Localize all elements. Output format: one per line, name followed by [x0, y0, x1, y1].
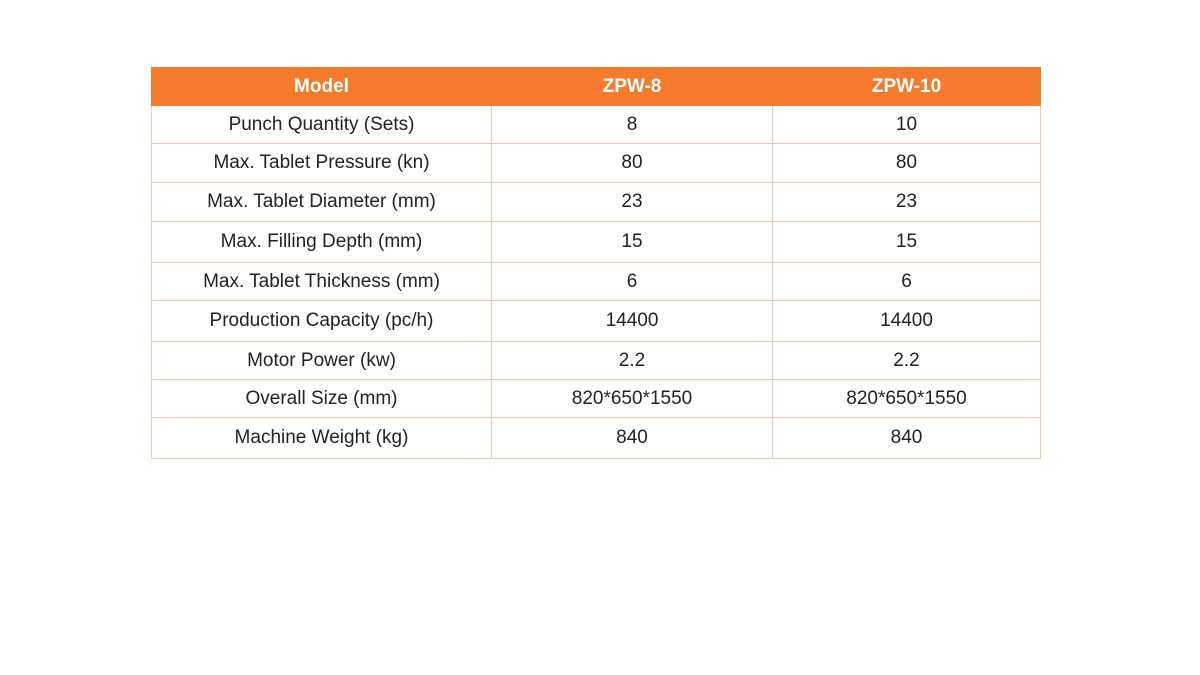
- row-label: Production Capacity (pc/h): [152, 301, 492, 342]
- row-label: Machine Weight (kg): [152, 418, 492, 459]
- table-row: [152, 106, 1041, 144]
- row-label: Max. Tablet Diameter (mm): [152, 183, 492, 222]
- cell-value: 6: [773, 263, 1041, 301]
- table-row: [152, 342, 1041, 380]
- table-row: [152, 144, 1041, 183]
- cell-value: 6: [492, 263, 773, 301]
- table-row: [152, 183, 1041, 222]
- cell-value: 15: [492, 222, 773, 263]
- table-row: [152, 301, 1041, 342]
- row-label: Max. Filling Depth (mm): [152, 222, 492, 263]
- cell-value: 14400: [492, 301, 773, 342]
- table-row: [152, 380, 1041, 418]
- column-header-zpw-8: ZPW-8: [492, 68, 773, 106]
- row-label: Max. Tablet Thickness (mm): [152, 263, 492, 301]
- cell-value: 820*650*1550: [773, 380, 1041, 418]
- row-label: Overall Size (mm): [152, 380, 492, 418]
- row-label: Max. Tablet Pressure (kn): [152, 144, 492, 183]
- cell-value: 80: [492, 144, 773, 183]
- spec-table: [151, 67, 1041, 459]
- column-header-model: Model: [152, 68, 492, 106]
- cell-value: 840: [492, 418, 773, 459]
- cell-value: 10: [773, 106, 1041, 144]
- table-row: [152, 222, 1041, 263]
- table-row: [152, 263, 1041, 301]
- cell-value: 14400: [773, 301, 1041, 342]
- table-row: [152, 418, 1041, 459]
- cell-value: 23: [492, 183, 773, 222]
- column-header-zpw-10: ZPW-10: [773, 68, 1041, 106]
- row-label: Punch Quantity (Sets): [152, 106, 492, 144]
- cell-value: 8: [492, 106, 773, 144]
- table-header-row: [152, 68, 1041, 106]
- cell-value: 23: [773, 183, 1041, 222]
- cell-value: 840: [773, 418, 1041, 459]
- cell-value: 2.2: [492, 342, 773, 380]
- cell-value: 820*650*1550: [492, 380, 773, 418]
- cell-value: 80: [773, 144, 1041, 183]
- row-label: Motor Power (kw): [152, 342, 492, 380]
- cell-value: 15: [773, 222, 1041, 263]
- cell-value: 2.2: [773, 342, 1041, 380]
